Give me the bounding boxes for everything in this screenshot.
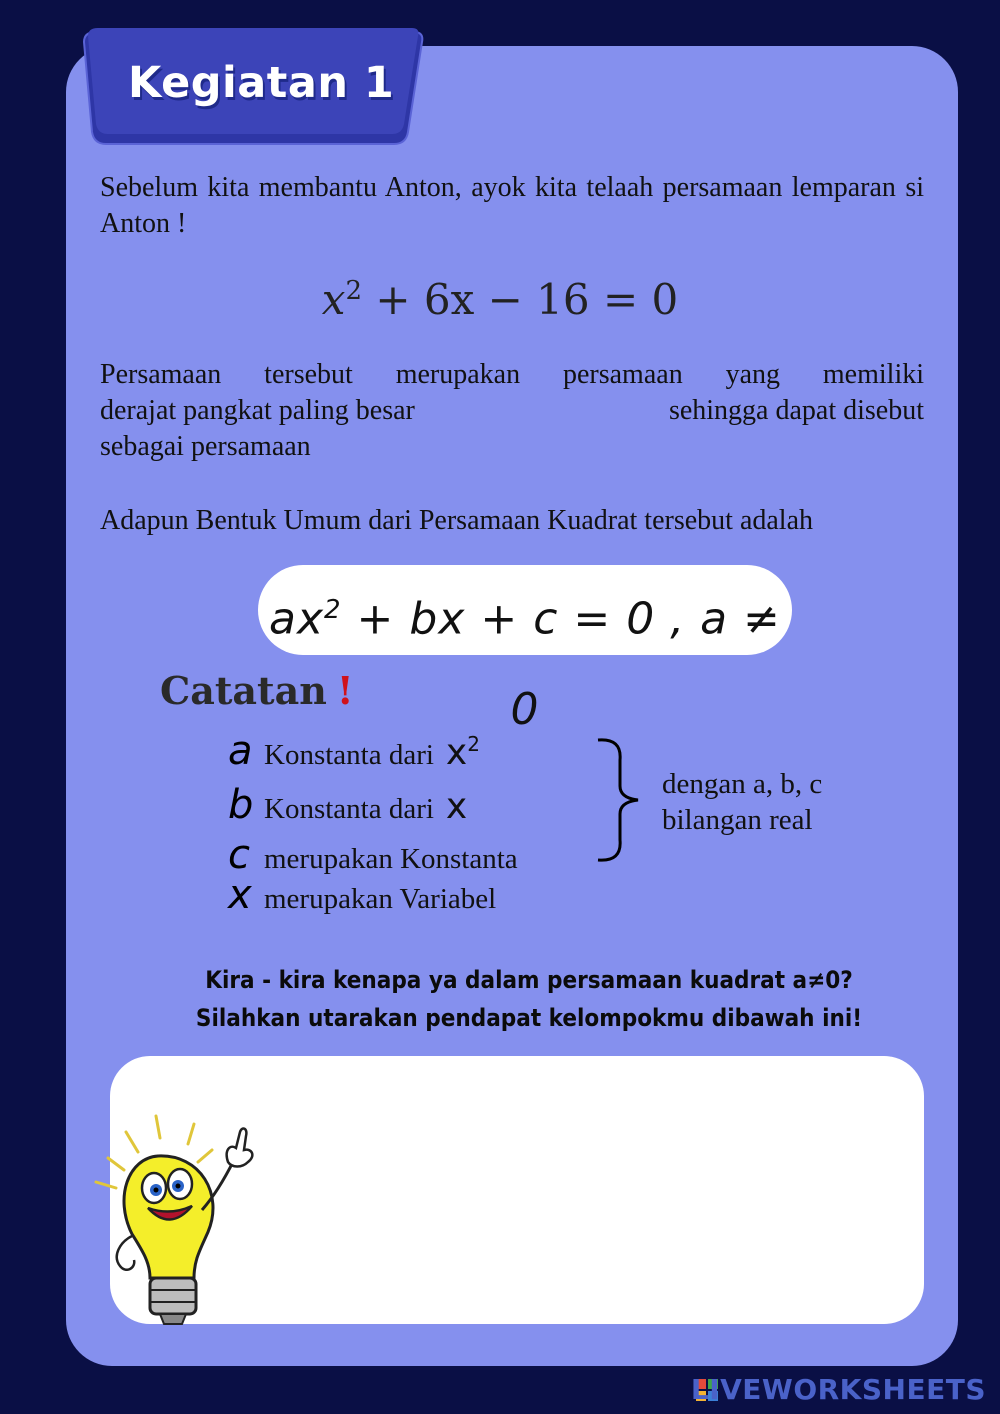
note-var-a-letter: x [445,732,468,773]
brace-note [662,766,822,838]
equation-exponent: 2 [345,276,362,306]
description-line-2a: derajat pangkat paling besar [100,395,415,426]
question-line-2: Silahkan utarakan pendapat kelompokmu dibawah ini! [195,1004,863,1032]
exclamation-icon: ! [336,668,354,713]
general-form-text: Adapun Bentuk Umum dari Persamaan Kuadrat tersebut adalah [100,505,814,536]
equation-variable: x [321,275,346,324]
note-text-c: merupakan Konstanta [264,843,518,875]
note-item-b [228,782,467,828]
lightbulb-mascot-icon [90,1110,270,1330]
formula-exponent: 2 [324,595,342,625]
note-var-b: x [445,786,468,827]
curly-brace-icon [596,736,646,864]
header-tab [82,28,426,146]
general-form-formula [258,565,792,735]
note-item-a [228,728,480,774]
note-var-a-exp: 2 [467,732,480,756]
note-symbol-x: x [228,872,252,918]
description-line-1: Persamaan tersebut merupakan persamaan yang memiliki [100,359,924,390]
general-form-formula-box [258,565,792,735]
note-symbol-c: c [228,832,250,878]
note-symbol-b: b [228,782,254,828]
main-equation [0,275,1000,324]
page-title: Kegiatan 1 [128,58,395,108]
note-text-x: merupakan Variabel [264,883,497,915]
watermark: LIVEWORKSHEETS [690,1373,986,1406]
intro-text: Sebelum kita membantu Anton, ayok kita telaah persamaan lemparan si Anton ! [100,172,924,239]
equation-rest: + 6x − 16 = 0 [361,275,679,324]
note-item-x [228,872,496,918]
formula-main: ax [268,593,324,645]
notes-title-text: Catatan [160,668,327,713]
description-line-3: sebagai persamaan [100,431,311,462]
note-symbol-a: a [228,728,253,774]
formula-rest: + bx + c = 0 , a ≠ 0 [341,593,781,735]
note-var-a [446,732,480,773]
notes-title [160,668,354,713]
question-line-1: Kira - kira kenapa ya dalam persamaan kuadrat a≠0? [205,966,853,994]
note-text-a: Konstanta dari [264,739,434,771]
brace-note-line-2: bilangan real [662,804,813,836]
description-line-2b: sehingga dapat disebut [668,395,924,426]
brace-note-line-1: dengan a, b, c [662,768,823,800]
description-line-2 [100,393,924,429]
note-text-b: Konstanta dari [264,793,434,825]
